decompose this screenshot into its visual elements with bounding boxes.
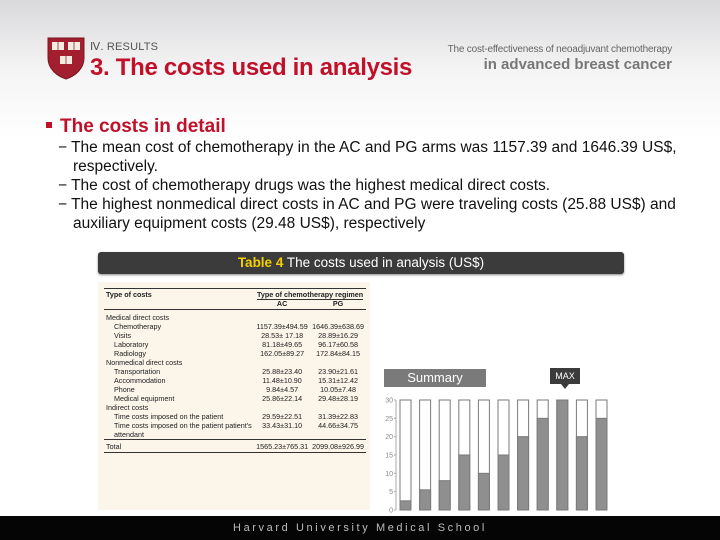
y-tick-label: 10: [385, 470, 393, 478]
header: [0, 0, 720, 92]
bullet-item: − The highest nonmedical direct costs in AC and PG were traveling costs (25.88 US$) and auxiliary equipment costs (29.48 US$), respectively: [58, 196, 676, 232]
table-row: Medical equipment 25.86±22.14 29.48±28.19: [114, 393, 358, 403]
presentation-subtitle: The cost-effectiveness of neoadjuvant chemotherapy: [447, 44, 672, 55]
y-tick-label: 20: [385, 434, 393, 442]
col-header-ac: AC: [254, 299, 310, 310]
section-label: Ⅳ. RESULTS: [90, 41, 159, 53]
bar: [459, 455, 470, 510]
page-title: 3. The costs used in analysis: [90, 54, 413, 81]
table-total-row: Total 1565.23±765.31 2099.08±926.99: [104, 439, 366, 452]
bar: [596, 418, 607, 510]
footer: Harvard University Medical School: [0, 516, 720, 540]
bullet-heading: [46, 116, 226, 138]
summary-bar-chart: [378, 392, 618, 516]
table-row: Chemotherapy 1157.39±494.59 1646.39±638.69: [114, 321, 364, 331]
bar: [400, 501, 411, 510]
table-row: Laboratory 81.18±49.65 96.17±60.58: [114, 339, 358, 349]
col-header-type: Type of costs: [104, 289, 254, 300]
bar: [537, 418, 548, 510]
bar: [498, 455, 509, 510]
bullet-heading-text: The costs in detail: [60, 116, 226, 137]
table-row: Accommodation 11.48±10.90 15.31±12.42: [114, 375, 358, 385]
y-tick-label: 30: [385, 397, 393, 405]
table-row: Phone 9.84±4.57 10.05±7.48: [114, 384, 356, 394]
bar: [518, 437, 529, 510]
table-row: Radiology 162.05±89.27 172.84±84.15: [114, 348, 360, 358]
table-row: Nonmedical direct costs: [106, 357, 183, 367]
bullet-list: [58, 138, 688, 233]
bar: [420, 490, 431, 510]
bar-frame: [400, 400, 411, 510]
y-tick-label: 0: [389, 507, 393, 515]
table-row: Time costs imposed on the patient patient's attendant 33.43±31.10 44.66±34.75: [114, 420, 358, 439]
col-header-group: Type of chemotherapy regimen: [254, 289, 366, 300]
bullet-item: − The mean cost of chemotherapy in the AC and PG arms was 1157.39 and 1646.39 US$, respectively.: [58, 139, 677, 175]
bar-max: [557, 400, 568, 510]
table-row: Time costs imposed on the patient 29.59±22.51 31.39±22.83: [114, 411, 358, 421]
harvard-shield-logo: [46, 36, 86, 80]
cost-table-image: [98, 282, 370, 510]
table-row: Indirect costs: [106, 402, 149, 412]
presentation-subtitle-emphasis: in advanced breast cancer: [483, 56, 672, 73]
bar: [478, 473, 489, 510]
table-caption-banner: [98, 252, 624, 274]
table-row: Medical direct costs: [106, 312, 170, 322]
bar: [439, 481, 450, 510]
table-row: Transportation 25.88±23.40 23.90±21.61: [114, 366, 358, 376]
table-caption: The costs used in analysis (US$): [283, 255, 485, 270]
max-pointer-icon: [561, 384, 569, 389]
summary-label: Summary: [384, 369, 486, 387]
bar: [576, 437, 587, 510]
max-label: MAX: [550, 368, 580, 384]
col-header-pg: PG: [310, 299, 366, 310]
y-tick-label: 25: [385, 415, 393, 423]
y-tick-label: 15: [385, 452, 393, 460]
bullet-item: − The cost of chemotherapy drugs was the highest medical direct costs.: [58, 177, 551, 194]
table-row: Visits 28.53± 17.18 28.89±16.29: [114, 330, 358, 340]
y-tick-label: 5: [389, 489, 393, 497]
square-bullet-icon: [46, 122, 52, 128]
cost-table: [104, 288, 366, 453]
table-number: Table 4: [237, 255, 284, 270]
